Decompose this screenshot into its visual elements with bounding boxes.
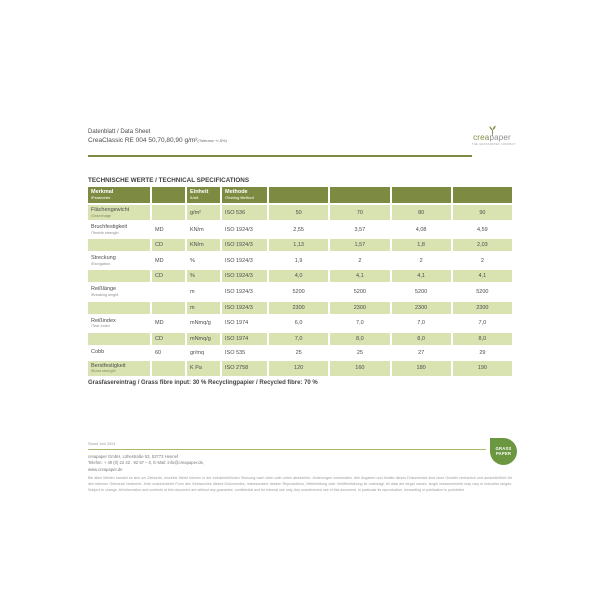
company-address: creapaper GmbH, Löhestraße 53, 53773 Hennef (88, 453, 179, 459)
value-cell: 4,1 (392, 270, 451, 282)
value-cell: 8,0 (453, 333, 512, 345)
parameter-cell (88, 270, 150, 282)
parameter-cell: Flächengewicht /Grammage (88, 205, 150, 220)
direction-cell (152, 361, 185, 376)
value-cell: 5200 (353, 288, 366, 295)
method-cell: ISO 1924/3 (222, 302, 267, 314)
value-cell: 2 (419, 257, 423, 264)
value-cell: 5200 (415, 288, 428, 295)
value-cell: 25 (356, 349, 363, 356)
specifications-table (88, 187, 512, 376)
table-row (88, 333, 512, 345)
direction-cell: CD (152, 239, 185, 251)
revision-date: Stand Juni 2024 (88, 441, 116, 446)
table-header-row (88, 187, 512, 203)
method-cell: ISO 1974 (222, 333, 267, 345)
method-cell: ISO 1924/3 (222, 270, 267, 282)
value-cell: 120 (269, 361, 328, 376)
value-cell: 25 (295, 349, 302, 356)
value-cell: 27 (418, 349, 425, 356)
unit-cell: gr/mq (190, 349, 205, 356)
value-cell: 29 (479, 349, 486, 356)
value-cell: 1,9 (294, 257, 303, 264)
unit-cell: % (187, 270, 220, 282)
footer-divider (88, 449, 486, 450)
section-title: TECHNISCHE WERTE / TECHNICAL SPECIFICATIONS (88, 177, 250, 184)
parameter-cell (88, 302, 150, 314)
table-row (88, 239, 512, 251)
datasheet-page (88, 129, 516, 494)
direction-cell: 60 (155, 349, 162, 356)
value-cell: 2300 (392, 302, 451, 314)
direction-cell (152, 284, 185, 299)
grass-paper-badge-icon: GRASS PAPER (490, 438, 517, 465)
unit-cell: % (190, 257, 195, 264)
logo-wordmark: creapaper (473, 133, 511, 142)
parameter-cell: Reißindex /Tear Index (91, 317, 116, 329)
value-cell: 180 (392, 361, 451, 376)
unit-cell: KN/m (187, 239, 220, 251)
header-cell-grade-3 (392, 187, 451, 203)
value-cell: 4,0 (269, 270, 328, 282)
product-text: CreaClassic RE 004 50,70,80,90 g/m² (88, 137, 198, 144)
method-cell: ISO 2758 (222, 361, 267, 376)
table-row (88, 205, 512, 220)
parameter-cell: Reißlänge /Breaking lenght (91, 286, 119, 298)
value-cell: 4,1 (330, 270, 389, 282)
header-cell-grade-2 (330, 187, 389, 203)
value-cell: 80 (392, 205, 451, 220)
document-header (88, 129, 516, 146)
method-cell: ISO 1924/3 (222, 239, 267, 251)
direction-cell: MD (155, 320, 164, 327)
value-cell: 2300 (330, 302, 389, 314)
fibre-input-note: Grasfasereintrag / Grass fibre input: 30 % Recyclingpapier / Recycled fibre: 70 % (88, 379, 318, 386)
direction-cell (152, 205, 185, 220)
value-cell: 2300 (453, 302, 512, 314)
value-cell: 90 (453, 205, 512, 220)
header-cell-grade-4 (453, 187, 512, 203)
header-cell-grade-1 (269, 187, 328, 203)
method-cell: ISO 1924/3 (225, 226, 253, 233)
table-body (88, 205, 512, 376)
value-cell: 2300 (269, 302, 328, 314)
table-row (88, 316, 512, 331)
unit-cell: m (187, 302, 220, 314)
legal-disclaimer: Bei allen Werten handelt es sich um Zielwerte, einzelne Werte können in der industrieüblichen Streuung nach oben oder unten abweichen. Änderungen vorbehalten. Alle Angaben und Inhalte dieses Dokumentes sind ohne Gewähr vertraulich und ausschließlich für den internen Gebrauch bestimmt. Jede unautorisierte Form des Gebrauches dieses Dokumentes, insbesondere dessen Reproduktion, Weiterleitung oder Veröffentlichung ist untersagt. All data are target values, single measurements may vary in industrial ranges. Subject to change. All information and contents of this document are without any guarantee, confidential and for internal use only. Any unauthorized use of this document, in particular its reproduction, forwarding or publication is prohibited. (88, 476, 512, 492)
value-cell: 2 (480, 257, 484, 264)
value-cell: 50 (269, 205, 328, 220)
parameter-cell: Berstfestigkeit /Burst strength (88, 361, 150, 376)
value-cell: 1,8 (392, 239, 451, 251)
value-cell: 6,0 (294, 320, 303, 327)
table-row (88, 302, 512, 314)
method-cell: ISO 535 (225, 349, 246, 356)
table-row (88, 222, 512, 237)
value-cell: 7,0 (417, 320, 425, 327)
direction-cell: CD (152, 333, 185, 345)
value-cell: 4,08 (415, 226, 427, 233)
header-cell-direction (152, 187, 185, 203)
document-footer (88, 442, 512, 494)
value-cell: 8,0 (330, 333, 389, 345)
doc-type-label: Datenblatt / Data Sheet (88, 129, 151, 135)
creapaper-logo (472, 123, 516, 146)
value-cell: 5200 (292, 288, 305, 295)
unit-cell: m (190, 288, 195, 295)
value-cell: 7,0 (269, 333, 328, 345)
parameter-cell (88, 333, 150, 345)
table-row (88, 361, 512, 376)
company-website: www.creapaper.de (88, 466, 123, 472)
value-cell: 190 (453, 361, 512, 376)
unit-cell: g/m² (187, 205, 220, 220)
unit-cell: mNmq/g (187, 333, 220, 345)
value-cell: 1,57 (330, 239, 389, 251)
value-cell: 7,0 (478, 320, 487, 327)
value-cell: 160 (330, 361, 389, 376)
unit-cell: K Pa (187, 361, 220, 376)
company-contact: Telefon: + 49 (0) 22 42 . 92 57 – 0, E-Mail: info@creapaper.de, (88, 460, 205, 466)
parameter-cell: Bruchfestigkeit /Tensile strength (91, 224, 128, 235)
method-cell: ISO 1924/3 (225, 257, 253, 264)
value-cell: 3,57 (354, 226, 366, 233)
parameter-cell (88, 239, 150, 251)
header-cell-method: Methode /Testing Method (222, 187, 267, 203)
value-cell: 2,55 (293, 226, 304, 233)
value-cell: 4,1 (453, 270, 512, 282)
company-address-block (88, 454, 512, 474)
table-row (88, 270, 512, 282)
value-cell: 2 (358, 257, 362, 264)
value-cell: 8,0 (392, 333, 451, 345)
direction-cell (152, 302, 185, 314)
value-cell: 4,59 (477, 226, 488, 233)
value-cell: 70 (330, 205, 389, 220)
header-cell-unit: Einheit /Unit (187, 187, 220, 203)
method-cell: ISO 536 (222, 205, 267, 220)
parameter-cell: Cobb (91, 349, 105, 356)
parameter-cell: Streckung /Elongation (91, 255, 116, 266)
value-cell: 1,13 (269, 239, 328, 251)
direction-cell: MD (155, 257, 164, 264)
unit-cell: mNmq/g (190, 320, 211, 327)
table-row (88, 253, 512, 268)
value-cell: 7,0 (356, 320, 364, 327)
direction-cell: CD (152, 270, 185, 282)
value-cell: 2,03 (453, 239, 512, 251)
header-divider (88, 155, 472, 157)
logo-tagline: THE GRASSPAPER COMPANY (472, 143, 516, 146)
table-row (88, 347, 512, 359)
tolerance-note: (Toleranz +/-5%) (197, 138, 227, 143)
method-cell: ISO 1924/3 (225, 288, 253, 295)
method-cell: ISO 1974 (225, 320, 249, 327)
value-cell: 5200 (476, 288, 489, 295)
header-cell-parameter: Merkmal /Parameter (88, 187, 150, 203)
unit-cell: KN/m (190, 226, 204, 233)
table-row (88, 284, 512, 299)
direction-cell: MD (155, 226, 164, 233)
